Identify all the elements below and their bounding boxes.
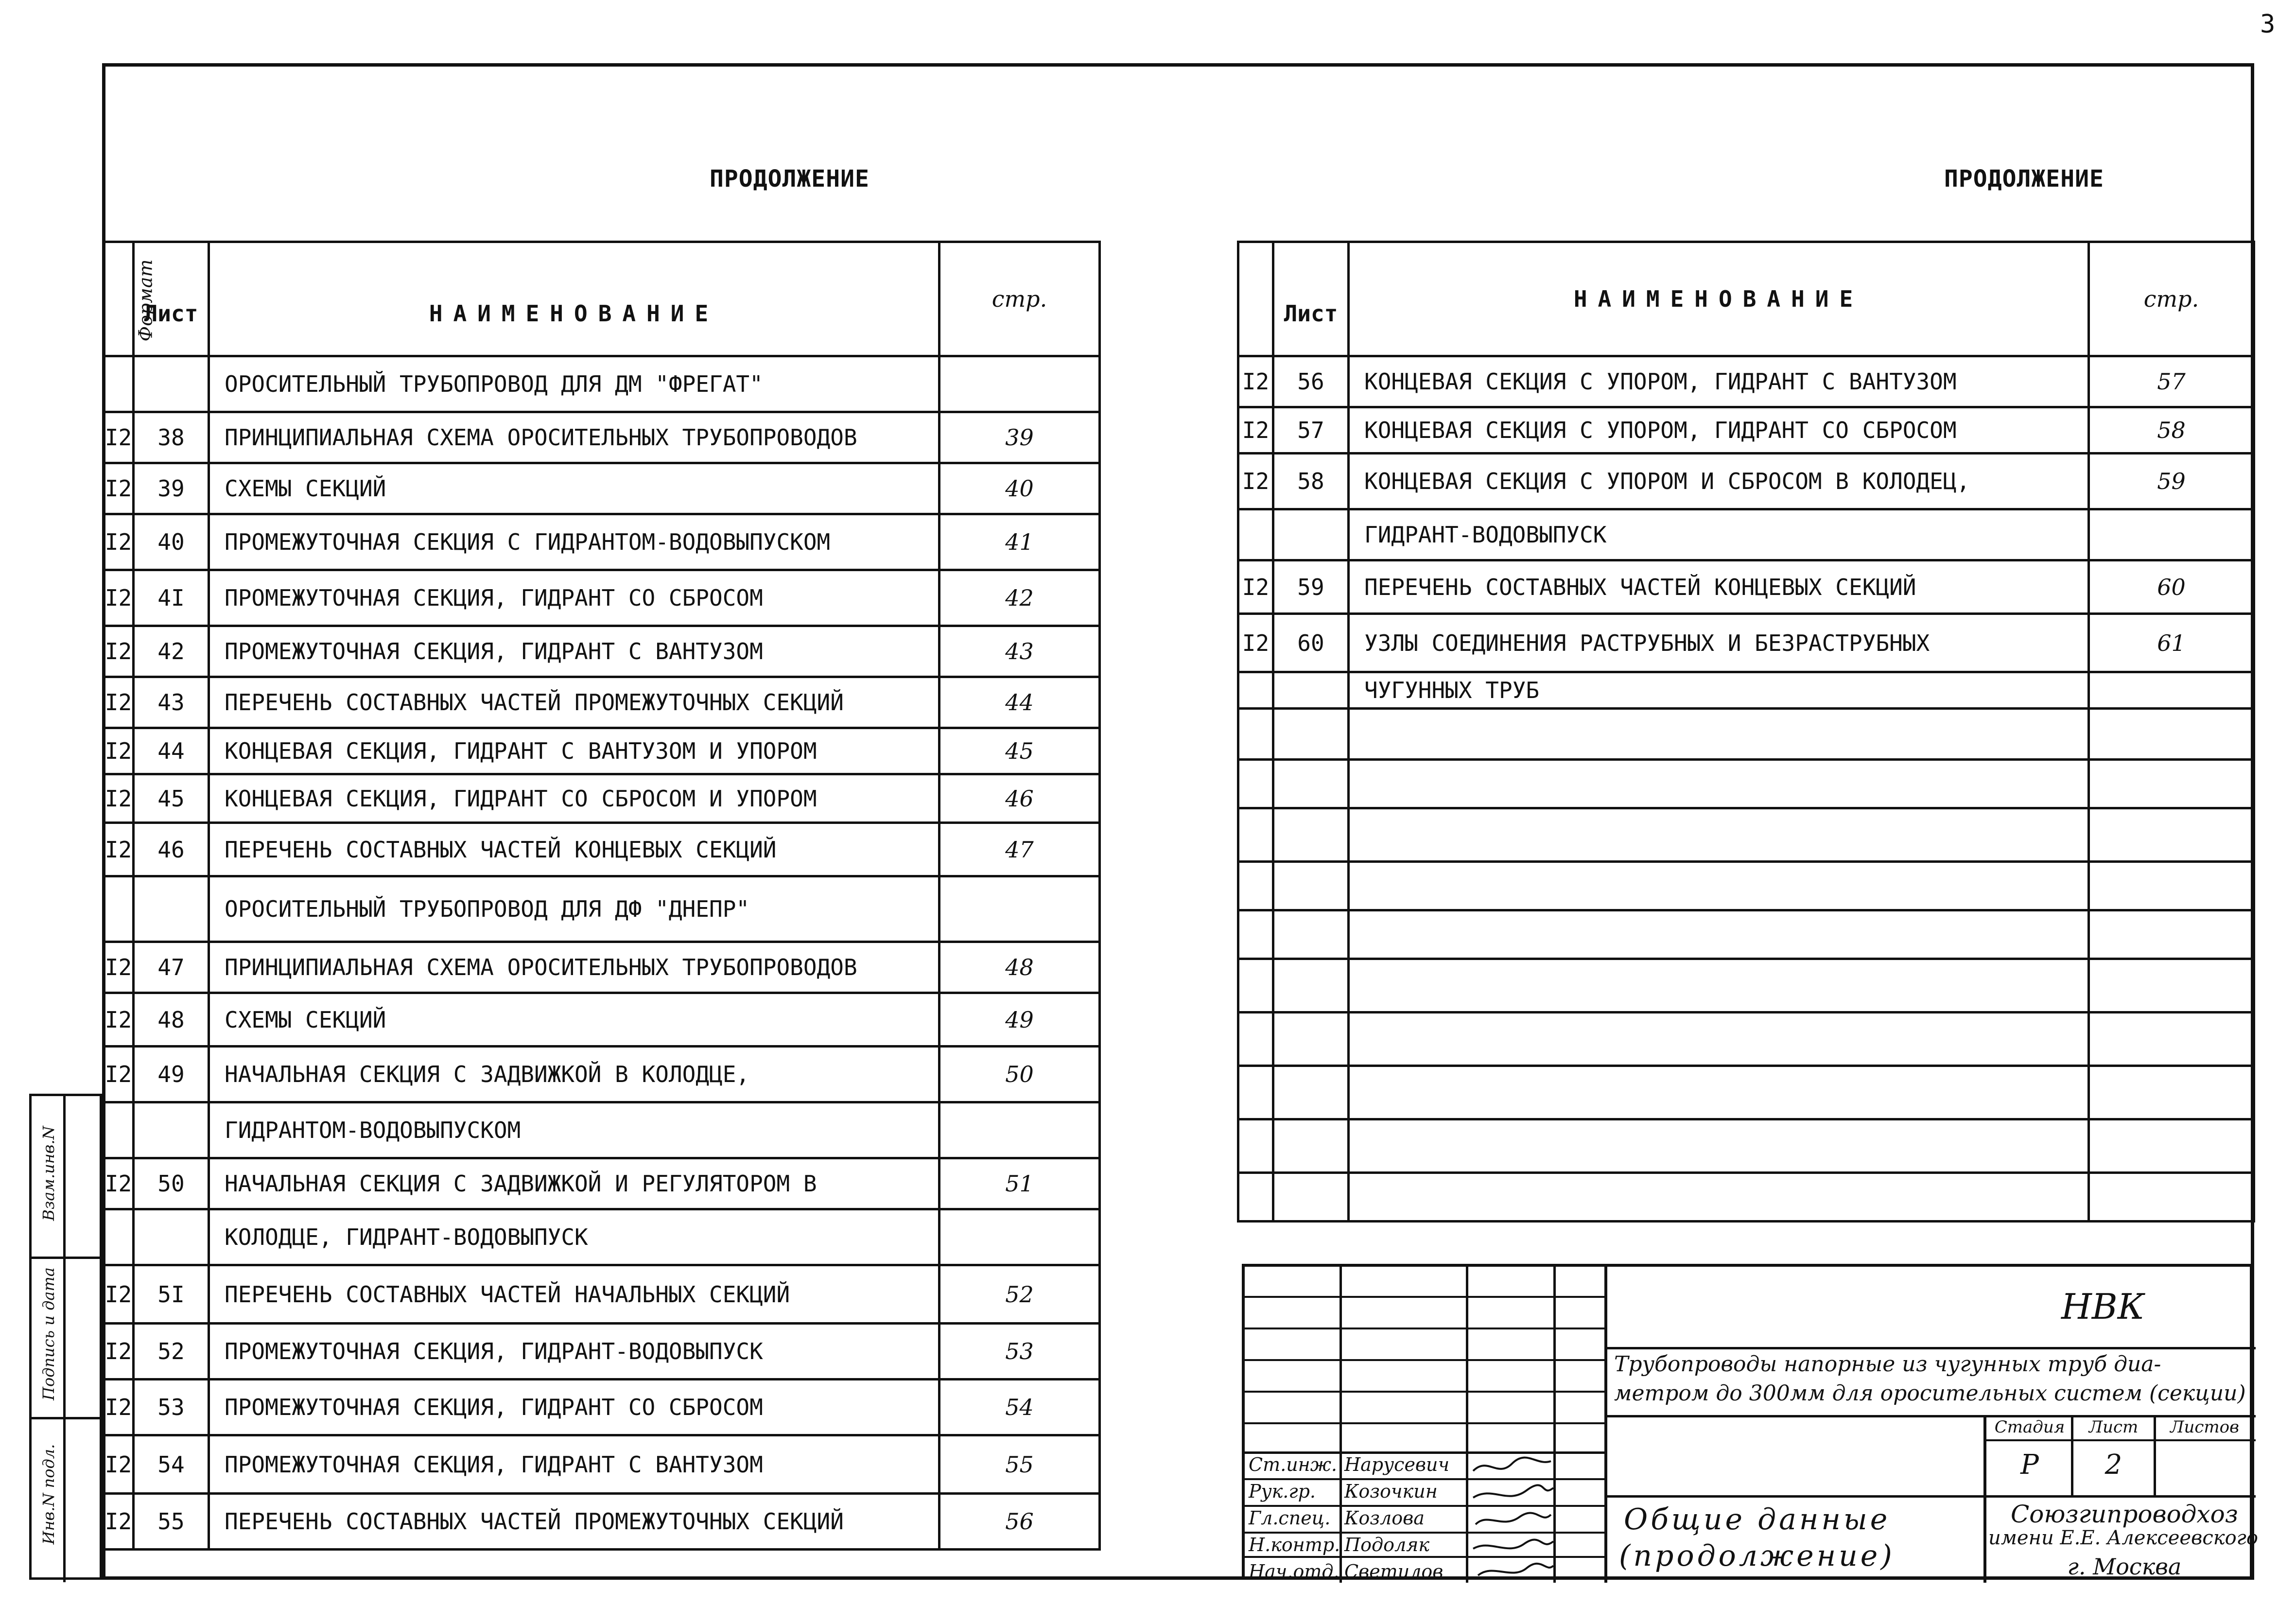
sheet-number-cell: 55 [134, 1494, 209, 1550]
replace-inventory-label: Взам.инв.N [39, 1126, 58, 1221]
format-cell: I2 [104, 993, 134, 1047]
org-line2: имени Е.Е. Алексеевского [1988, 1527, 2258, 1549]
name-cell: КОНЦЕВАЯ СЕКЦИЯ С УПОРОМ, ГИДРАНТ С ВАНТУЗОМ [1349, 356, 2089, 407]
name-cell [1349, 760, 2089, 808]
stage-value: Р [2020, 1449, 2039, 1481]
sheet-number-cell [1273, 1173, 1349, 1222]
project-code: НВК [2061, 1286, 2145, 1327]
page-number-cell [2089, 709, 2254, 760]
org-line3: г. Москва [2067, 1554, 2182, 1580]
page-number-cell: 52 [939, 1265, 1100, 1324]
format-cell: I2 [104, 514, 134, 570]
sheet-number-cell [1273, 672, 1349, 709]
signer-role: Гл.спец. [1249, 1507, 1331, 1529]
sheet-number-cell [134, 876, 209, 942]
page-number-cell [2089, 760, 2254, 808]
table-row [1238, 808, 2254, 862]
table-row [104, 942, 1100, 993]
table-row [1238, 454, 2254, 509]
table-row [104, 1380, 1100, 1435]
format-cell: I2 [1238, 614, 1273, 672]
format-header: Формат [104, 242, 134, 356]
name-cell: ПЕРЕЧЕНЬ СОСТАВНЫХ ЧАСТЕЙ КОНЦЕВЫХ СЕКЦИЙ [209, 823, 939, 876]
name-cell: КОНЦЕВАЯ СЕКЦИЯ, ГИДРАНТ СО СБРОСОМ И УПОРОМ [209, 774, 939, 823]
page-number-cell [939, 876, 1100, 942]
sheet-number-cell [1273, 910, 1349, 959]
page-number-cell: 60 [2089, 560, 2254, 614]
name-cell: ПРОМЕЖУТОЧНАЯ СЕКЦИЯ, ГИДРАНТ СО СБРОСОМ [209, 570, 939, 626]
name-cell: ПРИНЦИПИАЛЬНАЯ СХЕМА ОРОСИТЕЛЬНЫХ ТРУБОПРОВОДОВ [209, 412, 939, 463]
title-block-stamp [1242, 1264, 2258, 1582]
page-number-cell: 56 [939, 1494, 1100, 1550]
name-cell: ПРОМЕЖУТОЧНАЯ СЕКЦИЯ, ГИДРАНТ-ВОДОВЫПУСК [209, 1324, 939, 1380]
page-number-cell: 54 [939, 1380, 1100, 1435]
name-cell: ГИДРАНТ-ВОДОВЫПУСК [1349, 509, 2089, 560]
name-cell: НАЧАЛЬНАЯ СЕКЦИЯ С ЗАДВИЖКОЙ В КОЛОДЦЕ, [209, 1047, 939, 1102]
sheet-number-cell: 44 [134, 728, 209, 774]
side-stamp-strip [29, 1094, 102, 1580]
table-row [104, 993, 1100, 1047]
signer-name: Нарусевич [1344, 1454, 1450, 1475]
signer-role: Н.контр. [1249, 1534, 1340, 1555]
format-cell: I2 [104, 1265, 134, 1324]
name-cell [1349, 862, 2089, 910]
right-continued-heading: ПРОДОЛЖЕНИЕ [1944, 165, 2104, 192]
signer-role: Нач.отд. [1249, 1561, 1339, 1582]
name-header: НАИМЕНОВАНИЕ [1349, 242, 2089, 356]
table-row [1238, 1173, 2254, 1222]
page-number-cell: 39 [939, 412, 1100, 463]
sheet-number-cell: 49 [134, 1047, 209, 1102]
format-cell [104, 876, 134, 942]
section-heading-cell: ОРОСИТЕЛЬНЫЙ ТРУБОПРОВОД ДЛЯ ДМ "ФРЕГАТ" [209, 356, 939, 412]
format-cell: I2 [104, 463, 134, 514]
name-cell: УЗЛЫ СОЕДИНЕНИЯ РАСТРУБНЫХ И БЕЗРАСТРУБНЫХ [1349, 614, 2089, 672]
sheet-number-cell: 38 [134, 412, 209, 463]
name-cell: ПРОМЕЖУТОЧНАЯ СЕКЦИЯ, ГИДРАНТ С ВАНТУЗОМ [209, 1435, 939, 1494]
table-row [1238, 407, 2254, 454]
sheet-number-cell: 42 [134, 626, 209, 677]
page-number-cell [939, 1209, 1100, 1265]
format-cell: I2 [104, 1435, 134, 1494]
section-heading-cell: ОРОСИТЕЛЬНЫЙ ТРУБОПРОВОД ДЛЯ ДФ "ДНЕПР" [209, 876, 939, 942]
page-number-cell: 42 [939, 570, 1100, 626]
name-header: НАИМЕНОВАНИЕ [209, 242, 939, 356]
sheet-number-cell: 39 [134, 463, 209, 514]
format-header [1238, 242, 1273, 356]
signatures-drawing [1468, 1451, 1556, 1583]
project-title-line2: метром до 300мм для оросительных систем (секции) [1614, 1381, 2246, 1406]
page-number-cell [939, 1102, 1100, 1158]
sheet-number-cell: 50 [134, 1158, 209, 1209]
sheet-number-cell: 52 [134, 1324, 209, 1380]
table-row [104, 1324, 1100, 1380]
table-row [104, 570, 1100, 626]
sheet-number-cell: 5I [134, 1265, 209, 1324]
name-cell: СХЕМЫ СЕКЦИЙ [209, 993, 939, 1047]
orig-inventory-label: Инв.N подл. [39, 1444, 58, 1545]
name-cell [1349, 1119, 2089, 1173]
page-number-cell: 49 [939, 993, 1100, 1047]
sheet-number-cell [1273, 709, 1349, 760]
signer-name: Козлова [1344, 1507, 1425, 1529]
format-cell: I2 [104, 1158, 134, 1209]
format-cell [1238, 1066, 1273, 1119]
sheet-number-cell [1273, 509, 1349, 560]
name-cell [1349, 709, 2089, 760]
page-number-cell: 41 [939, 514, 1100, 570]
format-cell: I2 [104, 1324, 134, 1380]
page-number-cell: 51 [939, 1158, 1100, 1209]
doc-name-line2: (продолжение) [1619, 1539, 1895, 1573]
table-row [104, 1209, 1100, 1265]
sheet-number-cell [1273, 1066, 1349, 1119]
format-cell [1238, 808, 1273, 862]
sheet-number-cell [1273, 1013, 1349, 1066]
format-cell [104, 1102, 134, 1158]
sheet-number-cell [1273, 862, 1349, 910]
table-row [1238, 356, 2254, 407]
sheet-number-cell: 58 [1273, 454, 1349, 509]
format-cell [1238, 709, 1273, 760]
page-number-cell [939, 356, 1100, 412]
sheet-number-cell: 46 [134, 823, 209, 876]
format-cell: I2 [104, 1494, 134, 1550]
page-number-cell [2089, 910, 2254, 959]
page-number-cell: 61 [2089, 614, 2254, 672]
format-cell: I2 [1238, 560, 1273, 614]
page-number-cell [2089, 1066, 2254, 1119]
sheet-number-cell: 56 [1273, 356, 1349, 407]
table-row [104, 412, 1100, 463]
table-row [104, 463, 1100, 514]
table-row [1238, 760, 2254, 808]
format-cell: I2 [104, 1380, 134, 1435]
name-cell [1349, 910, 2089, 959]
table-row [1238, 672, 2254, 709]
page-header: стр. [939, 242, 1100, 356]
sheet-header: Лист [134, 242, 209, 356]
page-number-cell: 53 [939, 1324, 1100, 1380]
format-cell [1238, 910, 1273, 959]
signer-role: Рук.гр. [1249, 1481, 1316, 1502]
sheet-number-cell: 40 [134, 514, 209, 570]
signer-name: Козочкин [1344, 1481, 1438, 1502]
page-number-cell: 46 [939, 774, 1100, 823]
page-number-cell [2089, 808, 2254, 862]
format-cell: I2 [1238, 356, 1273, 407]
table-row [1238, 1119, 2254, 1173]
format-cell: I2 [104, 728, 134, 774]
table-row [1238, 709, 2254, 760]
sheet-number-cell [1273, 1119, 1349, 1173]
name-cell: КОНЦЕВАЯ СЕКЦИЯ, ГИДРАНТ С ВАНТУЗОМ И УПОРОМ [209, 728, 939, 774]
left-continued-heading: ПРОДОЛЖЕНИЕ [710, 165, 870, 192]
name-cell: ПЕРЕЧЕНЬ СОСТАВНЫХ ЧАСТЕЙ КОНЦЕВЫХ СЕКЦИЙ [1349, 560, 2089, 614]
sheet-number-cell [1273, 760, 1349, 808]
sheet-number-cell [1273, 808, 1349, 862]
sheet-number-cell [134, 1209, 209, 1265]
sheet-number-cell: 57 [1273, 407, 1349, 454]
signer-name: Подоляк [1344, 1534, 1430, 1555]
signer-role: Ст.инж. [1249, 1454, 1337, 1475]
sheet-header: Лист [1273, 242, 1349, 356]
page-number-cell: 50 [939, 1047, 1100, 1102]
page-number-cell [2089, 1013, 2254, 1066]
page-number-cell: 47 [939, 823, 1100, 876]
name-cell: НАЧАЛЬНАЯ СЕКЦИЯ С ЗАДВИЖКОЙ И РЕГУЛЯТОРОМ В [209, 1158, 939, 1209]
table-row [1238, 560, 2254, 614]
sheet-number-cell: 47 [134, 942, 209, 993]
name-cell: КОНЦЕВАЯ СЕКЦИЯ С УПОРОМ, ГИДРАНТ СО СБРОСОМ [1349, 407, 2089, 454]
page-number-cell [2089, 959, 2254, 1013]
table-row [104, 1435, 1100, 1494]
table-row [104, 1158, 1100, 1209]
page-number-cell: 44 [939, 677, 1100, 728]
name-cell: ПЕРЕЧЕНЬ СОСТАВНЫХ ЧАСТЕЙ ПРОМЕЖУТОЧНЫХ СЕКЦИЙ [209, 677, 939, 728]
page-number-cell: 40 [939, 463, 1100, 514]
name-cell [1349, 1173, 2089, 1222]
sheet-number-cell: 4I [134, 570, 209, 626]
format-cell: I2 [104, 677, 134, 728]
table-row [104, 1102, 1100, 1158]
page-number-cell [2089, 672, 2254, 709]
name-cell [1349, 808, 2089, 862]
sheet-number-cell [134, 1102, 209, 1158]
name-cell: ЧУГУННЫХ ТРУБ [1349, 672, 2089, 709]
name-cell: ПЕРЕЧЕНЬ СОСТАВНЫХ ЧАСТЕЙ НАЧАЛЬНЫХ СЕКЦИЙ [209, 1265, 939, 1324]
format-cell: I2 [1238, 454, 1273, 509]
name-cell: СХЕМЫ СЕКЦИЙ [209, 463, 939, 514]
stage-label: Стадия [1994, 1417, 2065, 1437]
format-cell [1238, 1173, 1273, 1222]
format-cell [1238, 509, 1273, 560]
page-number-cell: 55 [939, 1435, 1100, 1494]
page-number-cell: 59 [2089, 454, 2254, 509]
page-number-cell: 57 [2089, 356, 2254, 407]
format-cell: I2 [104, 774, 134, 823]
name-cell: ГИДРАНТОМ-ВОДОВЫПУСКОМ [209, 1102, 939, 1158]
format-cell [1238, 1013, 1273, 1066]
page-number-cell: 58 [2089, 407, 2254, 454]
page-number: 3 [2260, 10, 2276, 39]
page-number-cell [2089, 509, 2254, 560]
table-row [104, 514, 1100, 570]
table-row [1238, 862, 2254, 910]
format-cell: I2 [104, 570, 134, 626]
table-row [1238, 509, 2254, 560]
right-index-table [1237, 241, 2255, 1223]
table-row [104, 626, 1100, 677]
format-cell: I2 [104, 626, 134, 677]
name-cell: ПЕРЕЧЕНЬ СОСТАВНЫХ ЧАСТЕЙ ПРОМЕЖУТОЧНЫХ СЕКЦИЙ [209, 1494, 939, 1550]
table-row [104, 728, 1100, 774]
sheets-label: Листов [2170, 1417, 2239, 1437]
format-cell [1238, 862, 1273, 910]
signer-name: Светилов [1344, 1561, 1444, 1582]
table-row [104, 356, 1100, 412]
sheet-number-cell: 53 [134, 1380, 209, 1435]
format-cell: I2 [104, 1047, 134, 1102]
name-cell [1349, 1013, 2089, 1066]
doc-name-line1: Общие данные [1624, 1502, 1891, 1537]
name-cell [1349, 1066, 2089, 1119]
left-index-table [102, 241, 1101, 1551]
format-cell [1238, 760, 1273, 808]
page-header: стр. [2089, 242, 2254, 356]
sheet-number-cell [1273, 959, 1349, 1013]
sheet-number-cell: 60 [1273, 614, 1349, 672]
sheet-number-cell: 48 [134, 993, 209, 1047]
format-cell [1238, 672, 1273, 709]
table-row [104, 1047, 1100, 1102]
table-row [104, 1494, 1100, 1550]
format-cell: I2 [1238, 407, 1273, 454]
name-cell: ПРОМЕЖУТОЧНАЯ СЕКЦИЯ, ГИДРАНТ СО СБРОСОМ [209, 1380, 939, 1435]
format-cell: I2 [104, 823, 134, 876]
sheet-number-cell: 45 [134, 774, 209, 823]
sign-date-label: Подпись и дата [39, 1267, 58, 1400]
table-row [1238, 1013, 2254, 1066]
sheet-number-cell: 43 [134, 677, 209, 728]
format-cell: I2 [104, 412, 134, 463]
table-row [1238, 959, 2254, 1013]
project-title-line1: Трубопроводы напорные из чугунных труб диа- [1614, 1352, 2161, 1377]
name-cell: КОНЦЕВАЯ СЕКЦИЯ С УПОРОМ И СБРОСОМ В КОЛОДЕЦ, [1349, 454, 2089, 509]
table-row [1238, 1066, 2254, 1119]
page-number-cell [2089, 1119, 2254, 1173]
sheet-number-cell: 59 [1273, 560, 1349, 614]
sheet-number-cell: 54 [134, 1435, 209, 1494]
table-row [104, 1265, 1100, 1324]
sheet-number-cell [134, 356, 209, 412]
table-row [104, 774, 1100, 823]
page-number-cell [2089, 862, 2254, 910]
format-cell: I2 [104, 942, 134, 993]
page-number-cell: 43 [939, 626, 1100, 677]
sheet-label: Лист [2088, 1417, 2139, 1437]
name-cell [1349, 959, 2089, 1013]
name-cell: ПРИНЦИПИАЛЬНАЯ СХЕМА ОРОСИТЕЛЬНЫХ ТРУБОПРОВОДОВ [209, 942, 939, 993]
name-cell: ПРОМЕЖУТОЧНАЯ СЕКЦИЯ С ГИДРАНТОМ-ВОДОВЫПУСКОМ [209, 514, 939, 570]
name-cell: ПРОМЕЖУТОЧНАЯ СЕКЦИЯ, ГИДРАНТ С ВАНТУЗОМ [209, 626, 939, 677]
table-row [1238, 614, 2254, 672]
page-number-cell [2089, 1173, 2254, 1222]
name-cell: КОЛОДЦЕ, ГИДРАНТ-ВОДОВЫПУСК [209, 1209, 939, 1265]
table-row [1238, 910, 2254, 959]
table-row [104, 876, 1100, 942]
format-cell [1238, 1119, 1273, 1173]
format-cell [104, 1209, 134, 1265]
table-row [104, 677, 1100, 728]
sheet-value: 2 [2105, 1449, 2122, 1481]
table-row [104, 823, 1100, 876]
org-line1: Союзгипроводхоз [2011, 1500, 2238, 1528]
format-cell [104, 356, 134, 412]
page-number-cell: 48 [939, 942, 1100, 993]
page-number-cell: 45 [939, 728, 1100, 774]
format-cell [1238, 959, 1273, 1013]
